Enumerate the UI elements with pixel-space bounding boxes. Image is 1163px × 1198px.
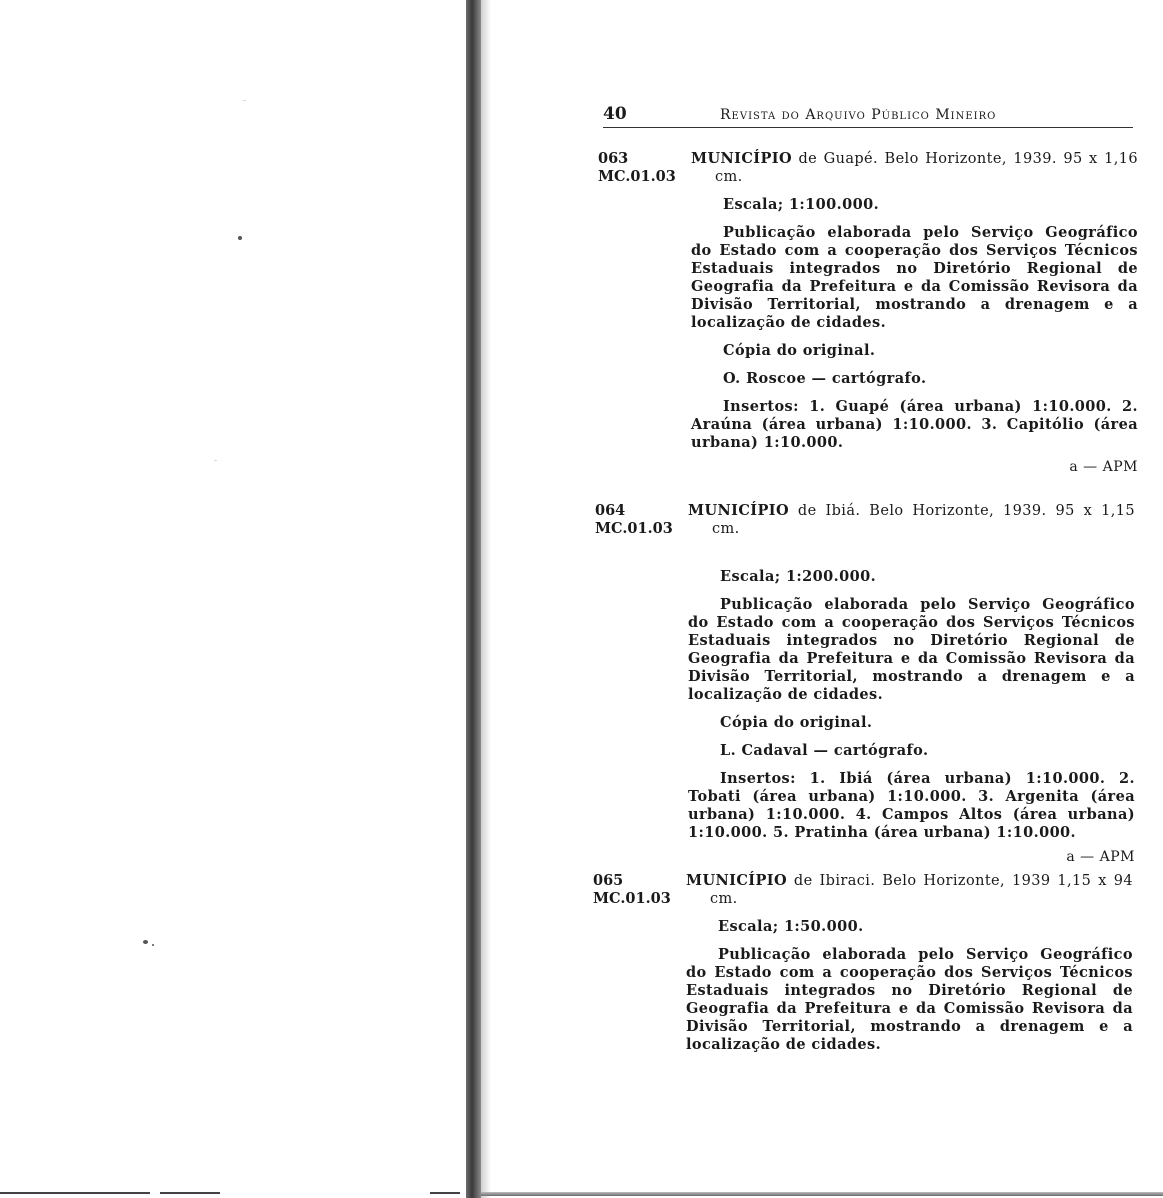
entry-description: Publicação elaborada pelo Serviço Geográfico do Estado com a cooperação dos Serviços Técnicos Estaduais integrados no Diretório Regional de Geografia da Prefeitura e da Comissão Revisora da Divisão Territorial, mostrando a drenagem e a localização de cidades. <box>688 596 1135 703</box>
entry-title-rest: de Ibiá. Belo Horizonte, 1939. 95 x 1,15 cm. <box>712 503 1135 537</box>
page-edge-mark <box>430 1192 460 1194</box>
scan-speck <box>143 940 148 944</box>
entry-number: 063 <box>598 150 629 167</box>
entry-source: a — APM <box>1069 459 1138 475</box>
entry-scale: Escala; 1:100.000. <box>723 196 880 213</box>
page-bottom-edge <box>481 1192 1163 1196</box>
entry-body <box>691 150 1138 476</box>
left-blank-page <box>0 0 466 1198</box>
entry-source: a — APM <box>1066 849 1135 865</box>
entry-head: MUNICÍPIO <box>688 502 789 519</box>
scan-speck <box>238 236 242 240</box>
entry-insets: Insertos: 1. Ibiá (área urbana) 1:10.000. 2. Tobati (área urbana) 1:10.000. 3. Argenita (área urbana) 1:10.000. 4. Campos Altos (área urbana) 1:10.000. 5. Pratinha (área urbana) 1:10.000. <box>688 770 1135 841</box>
entry-classification: MC.01.03 <box>598 168 676 185</box>
scan-speck <box>152 944 154 946</box>
entry-code <box>595 502 687 538</box>
entry-classification: MC.01.03 <box>595 520 673 537</box>
scan-mark <box>214 460 217 461</box>
entry-title-rest: de Ibiraci. Belo Horizonte, 1939 1,15 x 94 cm. <box>710 873 1133 907</box>
entry-classification: MC.01.03 <box>593 890 671 907</box>
entry-code <box>598 150 690 186</box>
entry-head: MUNICÍPIO <box>686 872 787 889</box>
entry-scale: Escala; 1:50.000. <box>718 918 864 935</box>
header-rule <box>603 127 1133 128</box>
page-edge-mark <box>0 1192 150 1194</box>
entry-body <box>686 872 1133 1054</box>
running-title: Revista do Arquivo Público Mineiro <box>720 107 997 123</box>
entry-description: Publicação elaborada pelo Serviço Geográfico do Estado com a cooperação dos Serviços Técnicos Estaduais integrados no Diretório Regional de Geografia da Prefeitura e da Comissão Revisora da Divisão Territorial, mostrando a drenagem e a localização de cidades. <box>691 224 1138 331</box>
entry-copy-note: Cópia do original. <box>720 714 873 731</box>
entry-number: 065 <box>593 872 624 889</box>
entry-copy-note: Cópia do original. <box>723 342 876 359</box>
page-header <box>603 104 1133 130</box>
scan-mark <box>243 100 246 101</box>
entry-title <box>688 502 1135 538</box>
entry-head: MUNICÍPIO <box>691 150 792 167</box>
entry-title-rest: de Guapé. Belo Horizonte, 1939. 95 x 1,16 cm. <box>715 151 1138 185</box>
entry-scale: Escala; 1:200.000. <box>720 568 877 585</box>
entry-code <box>593 872 685 908</box>
entry-cartographer: O. Roscoe — cartógrafo. <box>723 370 927 387</box>
entry-description: Publicação elaborada pelo Serviço Geográfico do Estado com a cooperação dos Serviços Técnicos Estaduais integrados no Diretório Regional de Geografia da Prefeitura e da Comissão Revisora da Divisão Territorial, mostrando a drenagem e a localização de cidades. <box>686 946 1133 1053</box>
page-edge-mark <box>160 1192 220 1194</box>
spine-shadow <box>481 0 491 1198</box>
entry-insets: Insertos: 1. Guapé (área urbana) 1:10.000. 2. Araúna (área urbana) 1:10.000. 3. Capitólio (área urbana) 1:10.000. <box>691 398 1138 451</box>
book-spine <box>466 0 481 1198</box>
entry-body <box>688 502 1135 866</box>
page-number: 40 <box>603 104 627 124</box>
entry-number: 064 <box>595 502 626 519</box>
entry-title <box>686 872 1133 908</box>
entry-cartographer: L. Cadaval — cartógrafo. <box>720 742 929 759</box>
entry-title <box>691 150 1138 186</box>
